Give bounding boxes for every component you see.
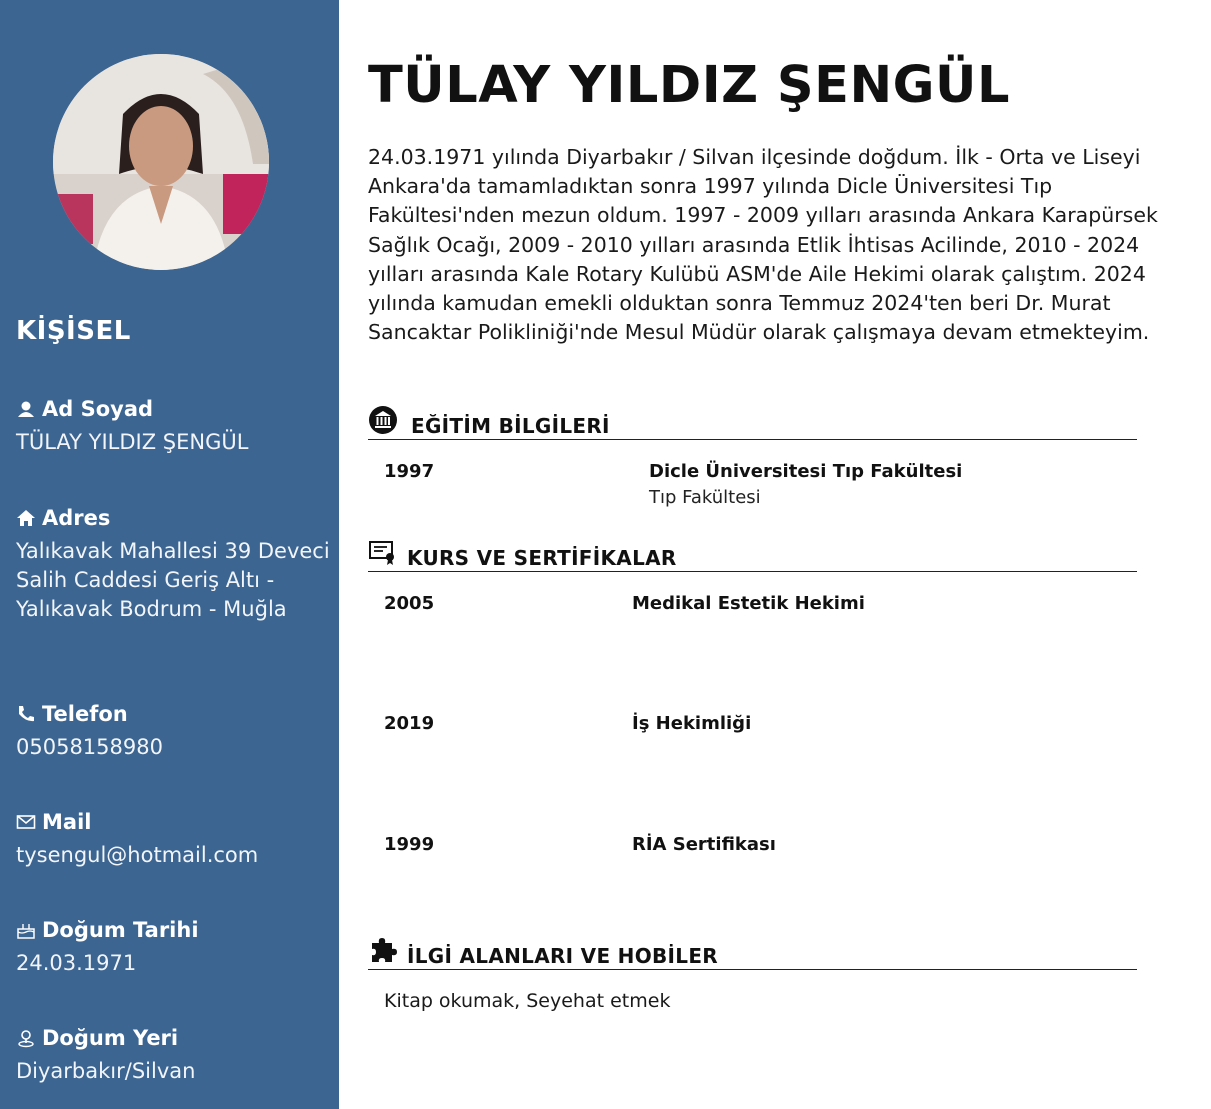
field-address [16, 503, 331, 624]
certificate-icon [368, 537, 398, 567]
field-phone [16, 699, 331, 762]
course-name: RİA Sertifikası [632, 834, 776, 855]
phone-icon [16, 704, 36, 724]
field-birth-place-value: Diyarbakır/Silvan [16, 1059, 196, 1083]
location-pin-icon [16, 1028, 36, 1048]
field-mail [16, 807, 331, 870]
education-department: Tıp Fakültesi [649, 487, 761, 508]
field-phone-label: Telefon [42, 702, 128, 726]
hobbies-section-header [368, 931, 1137, 970]
puzzle-icon [368, 935, 398, 965]
course-year: 2019 [384, 713, 435, 734]
education-school: Dicle Üniversitesi Tıp Fakültesi [649, 461, 963, 482]
courses-section-title: KURS VE SERTİFİKALAR [407, 546, 677, 570]
page-title: TÜLAY YILDIZ ŞENGÜL [368, 56, 1010, 115]
university-icon [368, 405, 398, 435]
education-year: 1997 [384, 461, 435, 482]
cake-icon [16, 920, 36, 940]
hobbies-section-title: İLGİ ALANLARI VE HOBİLER [407, 944, 719, 968]
mail-icon [16, 812, 36, 832]
field-name [16, 394, 331, 457]
field-address-value: Yalıkavak Mahallesi 39 Deveci Salih Caddesi Geriş Altı - Yalıkavak Bodrum - Muğla [16, 539, 330, 621]
field-mail-label: Mail [42, 810, 92, 834]
course-name: Medikal Estetik Hekimi [632, 593, 865, 614]
courses-section-header [368, 533, 1137, 572]
course-year: 2005 [384, 593, 435, 614]
field-name-value: TÜLAY YILDIZ ŞENGÜL [16, 430, 249, 454]
field-mail-value: tysengul@hotmail.com [16, 843, 259, 867]
education-section-header [368, 401, 1137, 440]
field-birth-date-value: 24.03.1971 [16, 951, 137, 975]
profile-photo [53, 54, 269, 270]
personal-section-title: KİŞİSEL [16, 316, 131, 346]
home-icon [16, 508, 36, 528]
education-section-title: EĞİTİM BİLGİLERİ [411, 414, 610, 438]
course-name: İş Hekimliği [632, 713, 752, 734]
person-icon [16, 399, 36, 419]
course-year: 1999 [384, 834, 435, 855]
field-name-label: Ad Soyad [42, 397, 154, 421]
field-phone-value: 05058158980 [16, 735, 163, 759]
field-address-label: Adres [42, 506, 111, 530]
hobbies-text: Kitap okumak, Seyehat etmek [384, 990, 671, 1012]
field-birth-date [16, 915, 331, 978]
sidebar [0, 0, 339, 1109]
field-birth-date-label: Doğum Tarihi [42, 918, 199, 942]
field-birth-place-label: Doğum Yeri [42, 1026, 179, 1050]
about-text: 24.03.1971 yılında Diyarbakır / Silvan ilçesinde doğdum. İlk - Orta ve Liseyi Ankara'da tamamladıktan sonra 1997 yılında Dicle Üniversitesi Tıp Fakültesi'nden mezun oldum. 1997 - 2009 yılları arasında Ankara Karapürsek Sağlık Ocağı, 2009 - 2010 yılları arasında Etlik İhtisas Acilinde, 2010 - 2024 yılları arasında Kale Rotary Kulübü ASM'de Aile Hekimi olarak çalıştım. 2024 yılında kamudan emekli olduktan sonra Temmuz 2024'ten beri Dr. Murat Sancaktar Polikliniği'nde Mesul Müdür olarak çalışmaya devam etmekteyim. [368, 145, 1158, 345]
field-birth-place [16, 1023, 331, 1086]
